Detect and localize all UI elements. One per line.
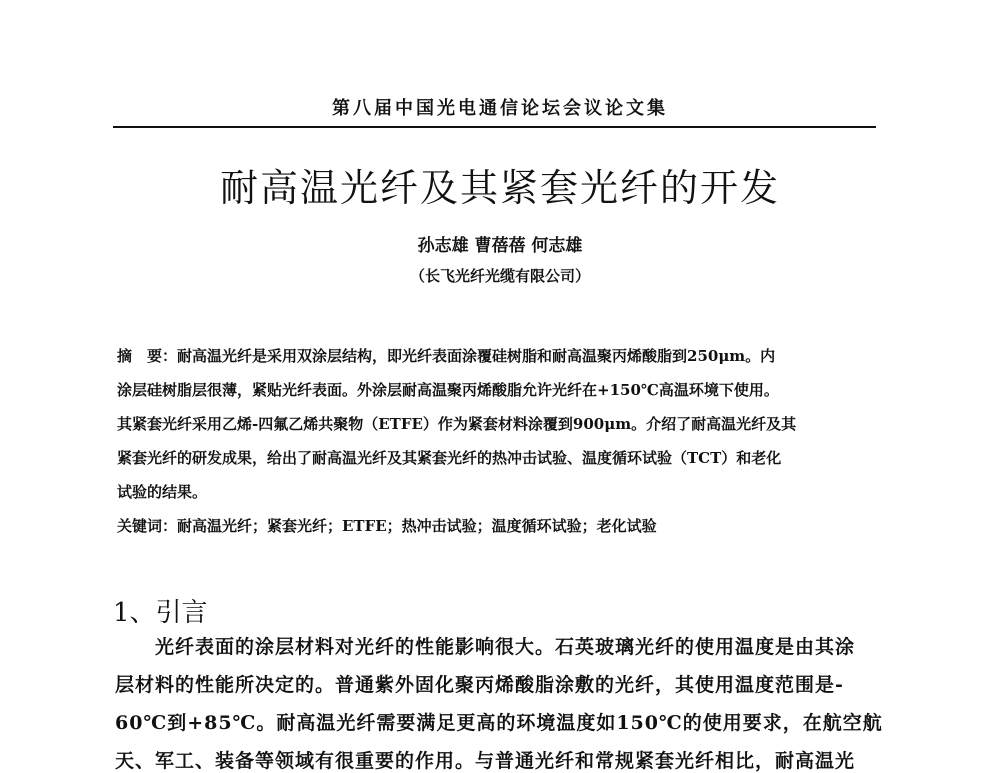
abstract-line: 摘 要：耐高温光纤是采用双涂层结构，即光纤表面涂覆硅树脂和耐高温聚丙烯酸脂到250μm。内 bbox=[117, 347, 776, 365]
body-line: 60℃到+85℃。耐高温光纤需要满足更高的环境温度如150℃的使用要求，在航空航 bbox=[115, 712, 883, 734]
keywords: 关键词：耐高温光纤；紧套光纤；ETFE；热冲击试验；温度循环试验；老化试验 bbox=[117, 517, 657, 535]
abstract-line: 紧套光纤的研发成果，给出了耐高温光纤及其紧套光纤的热冲击试验、温度循环试验（TCT）和老化 bbox=[117, 449, 782, 467]
body-line: 光纤表面的涂层材料对光纤的性能影响很大。石英玻璃光纤的使用温度是由其涂 bbox=[115, 636, 856, 658]
abstract-line: 试验的结果。 bbox=[117, 483, 208, 501]
body-line: 天、军工、装备等领域有很重要的作用。与普通光纤和常规紧套光纤相比，耐高温光 bbox=[115, 750, 856, 772]
authors: 孙志雄 曹蓓蓓 何志雄 bbox=[417, 236, 583, 256]
section-heading: 1、引言 bbox=[113, 598, 208, 628]
running-header: 第八届中国光电通信论坛会议论文集 bbox=[332, 98, 668, 119]
abstract-line: 涂层硅树脂层很薄，紧贴光纤表面。外涂层耐高温聚丙烯酸脂允许光纤在+150℃高温环境下使用。 bbox=[117, 381, 779, 399]
paper-title: 耐高温光纤及其紧套光纤的开发 bbox=[219, 166, 780, 210]
abstract-line: 其紧套光纤采用乙烯-四氟乙烯共聚物（ETFE）作为紧套材料涂覆到900μm。介绍了耐高温光纤及其 bbox=[117, 415, 797, 433]
affiliation: （长飞光纤光缆有限公司） bbox=[409, 267, 590, 285]
header-rule bbox=[113, 126, 876, 128]
body-line: 层材料的性能所决定的。普通紫外固化聚丙烯酸脂涂敷的光纤，其使用温度范围是- bbox=[115, 674, 844, 696]
